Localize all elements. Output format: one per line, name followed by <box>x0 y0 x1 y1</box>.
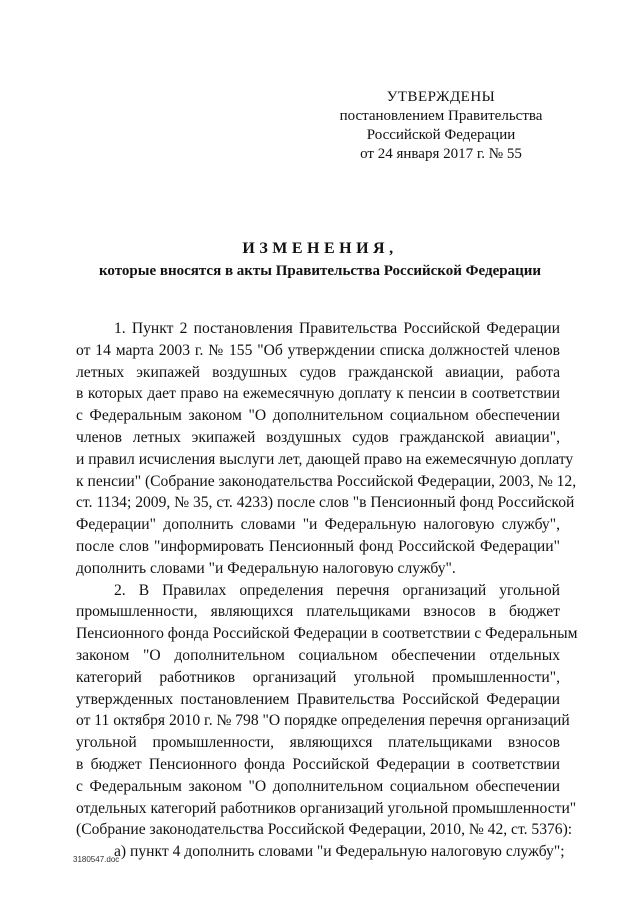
body-line: в бюджет Пенсионного фонда Российской Федерации в соответствии <box>76 755 560 773</box>
body-line: угольной промышленности, являющихся плательщиками взносов <box>76 734 560 752</box>
body-line: категорий работников организаций угольной промышленности", <box>76 668 560 686</box>
body-line: а) пункт 4 дополнить словами "и Федеральную налоговую службу"; <box>114 843 565 861</box>
body-line: членов летных экипажей воздушных судов гражданской авиации", <box>76 428 560 446</box>
body-line: после слов "информировать Пенсионный фонд Российской Федерации" <box>76 537 560 555</box>
document-file-id: 3180547.doc <box>73 855 120 864</box>
approval-title: УТВЕРЖДЕНЫ <box>386 89 496 105</box>
document-subtitle: которые вносятся в акты Правительства Российской Федерации <box>98 263 542 279</box>
document-title: ИЗМЕНЕНИЯ, <box>242 240 398 257</box>
approval-date-line: от 24 января 2017 г. № 55 <box>360 146 522 162</box>
body-line: в которых дает право на ежемесячную доплату к пенсии в соответствии <box>76 385 560 403</box>
body-line: от 14 марта 2003 г. № 155 "Об утверждении списка должностей членов <box>76 341 560 359</box>
body-line: законом "О дополнительном социальном обеспечении отдельных <box>76 646 560 664</box>
body-line: утвержденных постановлением Правительства Российской Федерации <box>76 690 560 708</box>
body-line: отдельных категорий работников организаций угольной промышленности" <box>76 799 577 817</box>
body-line: промышленности, являющихся плательщиками взносов в бюджет <box>76 603 560 621</box>
body-line: и правил исчисления выслуги лет, дающей право на ежемесячную доплату <box>76 450 574 468</box>
body-line: к пенсии" (Собрание законодательства Российской Федерации, 2003, № 12, <box>76 472 577 490</box>
body-line: с Федеральным законом "О дополнительном социальном обеспечении <box>76 777 560 795</box>
body-line: дополнить словами "и Федеральную налоговую службу". <box>76 559 456 577</box>
body-line: Пенсионного фонда Российской Федерации в соответствии с Федеральным <box>76 625 578 643</box>
body-line: (Собрание законодательства Российской Федерации, 2010, № 42, ст. 5376): <box>76 821 573 839</box>
body-line: с Федеральным законом "О дополнительном социальном обеспечении <box>76 407 560 425</box>
body-line: Федерации" дополнить словами "и Федеральную налоговую службу", <box>76 516 560 534</box>
approval-stamp <box>330 88 552 164</box>
body-line: ст. 1134; 2009, № 35, ст. 4233) после слов "в Пенсионный фонд Российской <box>76 494 575 512</box>
approval-line-2: Российской Федерации <box>366 127 516 143</box>
body-line: 2. В Правилах определения перечня организаций угольной <box>114 581 560 599</box>
body-line: летных экипажей воздушных судов гражданской авиации, работа <box>76 363 560 381</box>
body-line: от 11 октября 2010 г. № 798 "О порядке определения перечня организаций <box>76 712 570 730</box>
approval-line-1: постановлением Правительства <box>339 108 543 124</box>
document-body <box>76 318 578 863</box>
body-line: 1. Пункт 2 постановления Правительства Российской Федерации <box>114 320 560 337</box>
